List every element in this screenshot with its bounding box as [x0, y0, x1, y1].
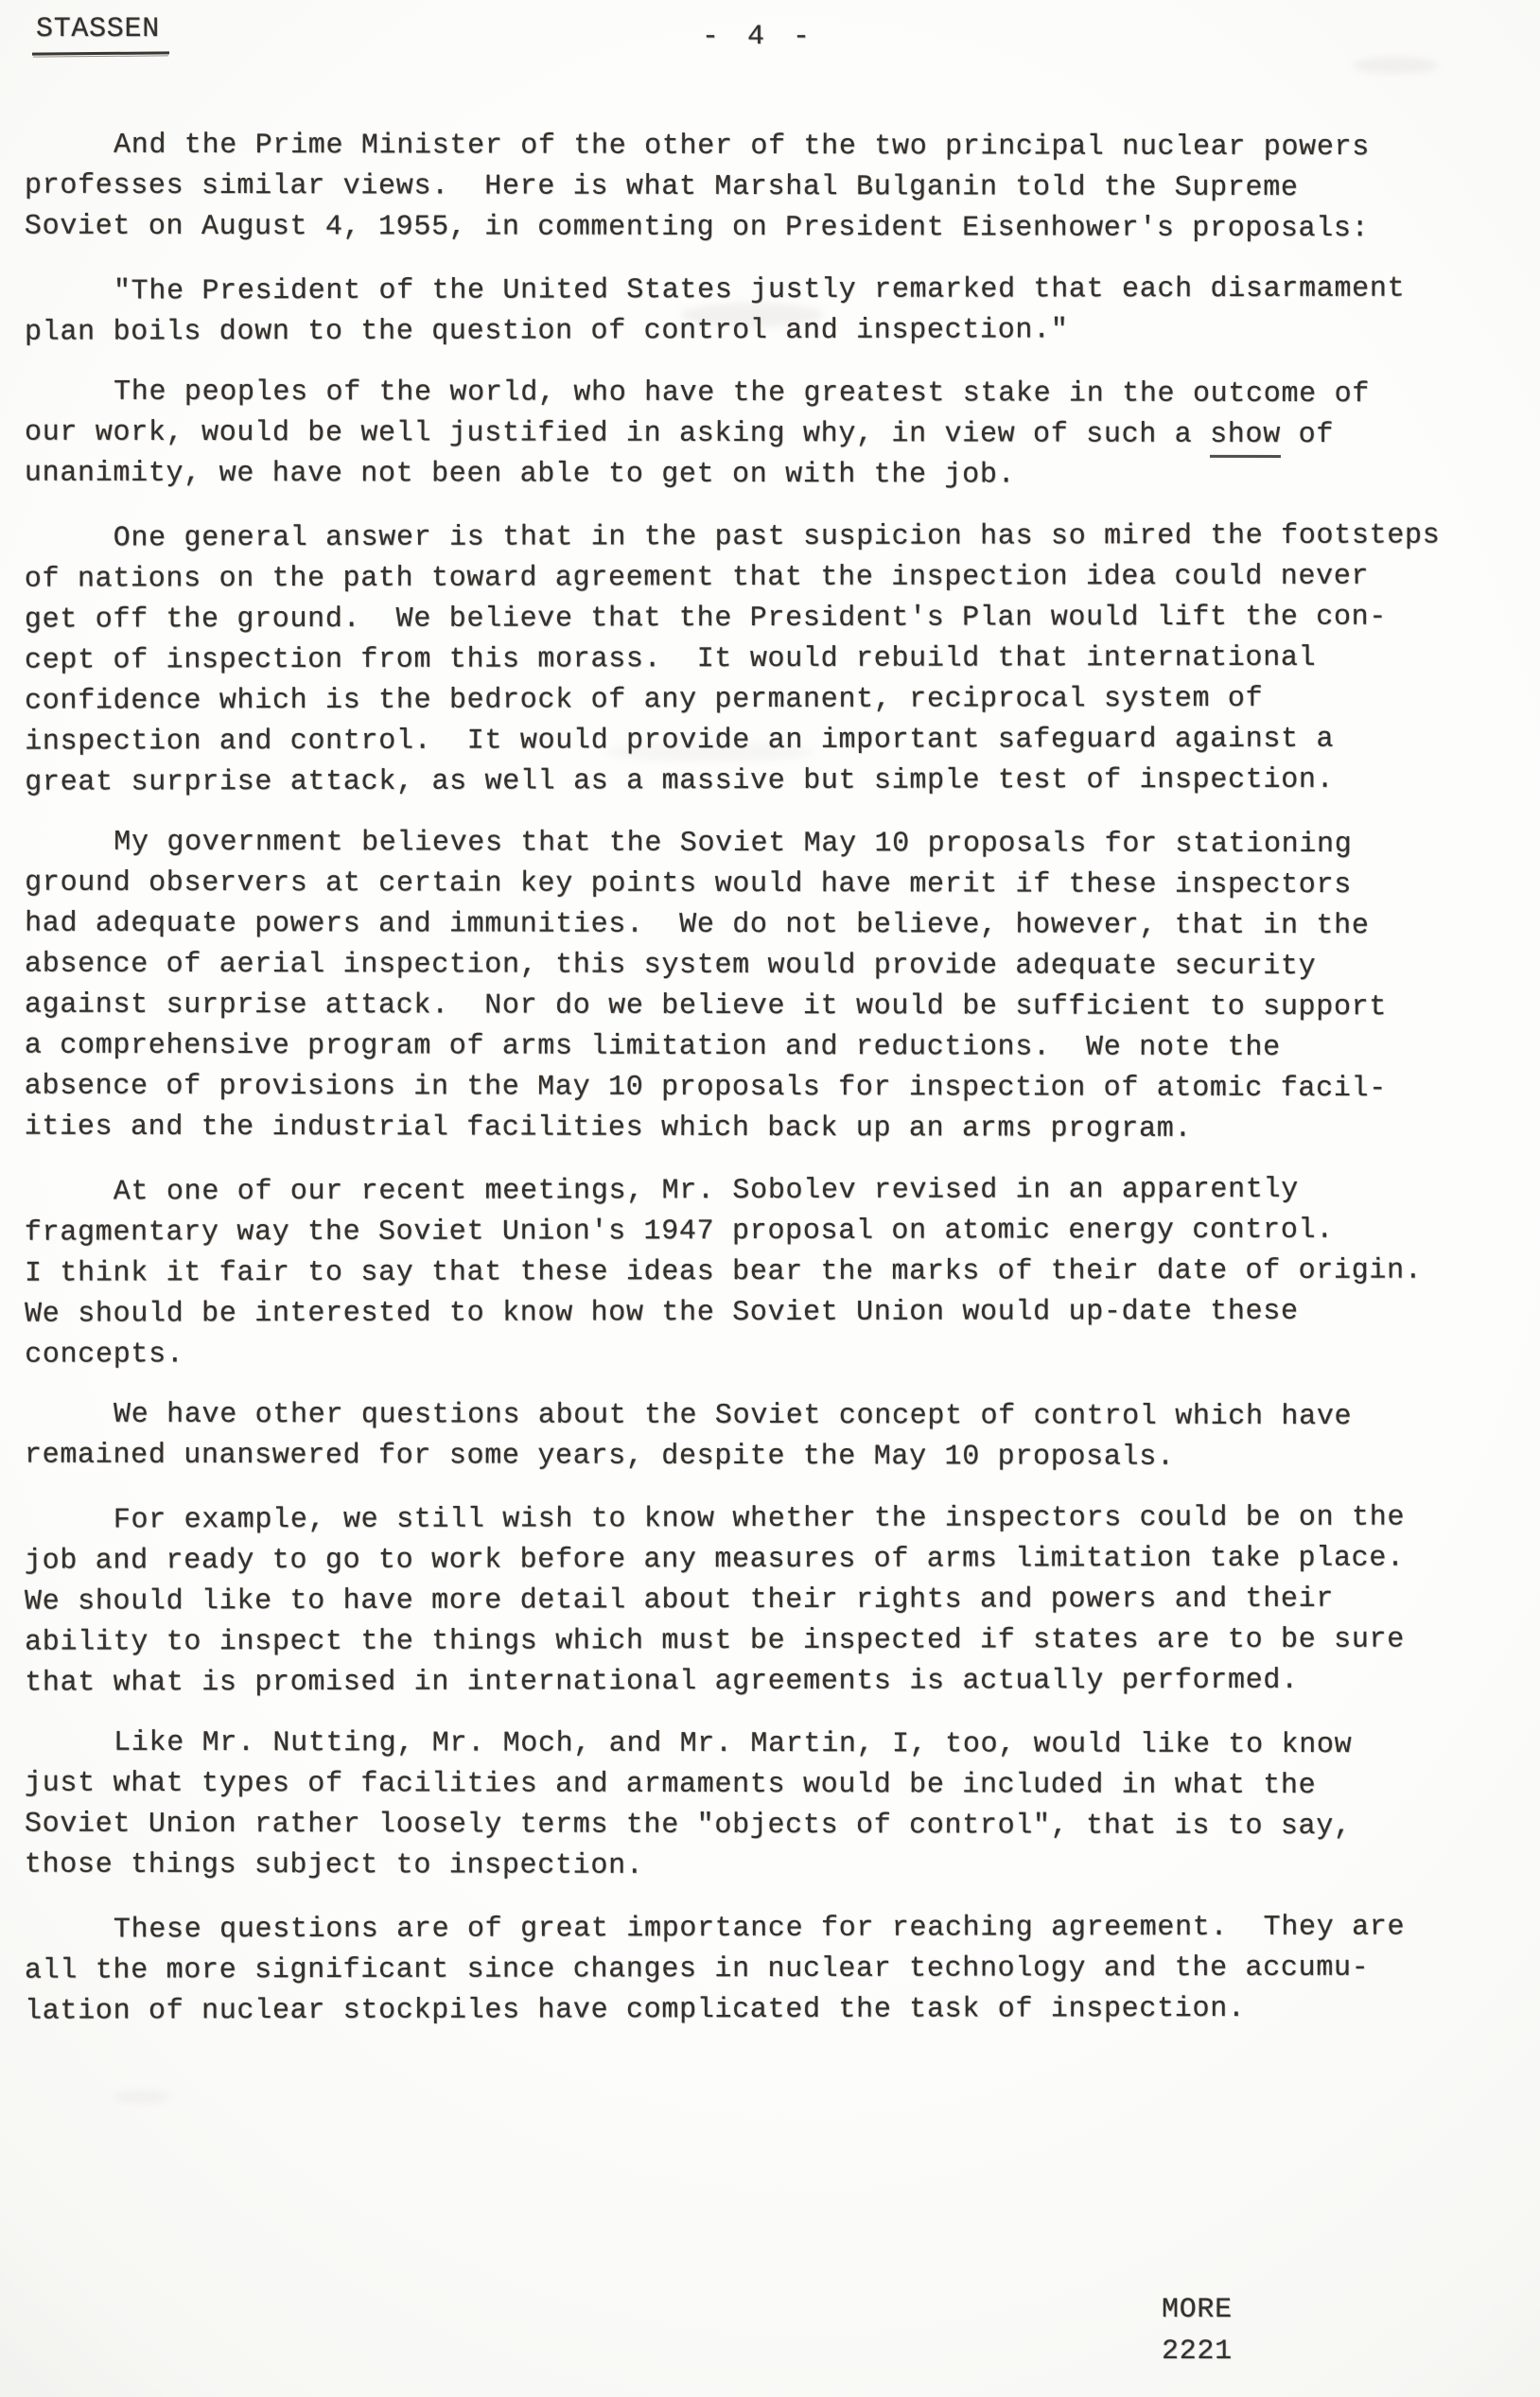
text-line: lation of nuclear stockpiles have complicated the task of inspection.: [25, 1992, 1246, 2028]
page-footer: [1162, 2289, 1233, 2372]
text-line: fragmentary way the Soviet Union's 1947 proposal on atomic energy control.: [24, 1214, 1334, 1250]
text-segment: of: [1280, 418, 1335, 452]
text-line: a comprehensive program of arms limitation and reductions. We note the: [24, 1029, 1281, 1064]
document-body: [25, 127, 1500, 2053]
text-line: cept of inspection from this morass. It would rebuild that international: [24, 641, 1317, 677]
scan-artifact: [114, 2091, 170, 2104]
text-line: At one of our recent meetings, Mr. Sobolev revised in an apparently: [113, 1173, 1299, 1209]
text-line: These questions are of great importance for reaching agreement. They are: [113, 1911, 1406, 1947]
scan-artifact: [1353, 57, 1438, 74]
text-line: I think it fair to say that these ideas bear the marks of their date of origin.: [24, 1254, 1423, 1290]
text-line: ities and the industrial facilities which back up an arms program.: [24, 1111, 1193, 1146]
text-line: just what types of facilities and armaments would be included in what the: [25, 1767, 1317, 1803]
continuation-marker: MORE: [1162, 2294, 1233, 2326]
paragraph: [25, 1907, 1500, 2032]
paragraph: [25, 269, 1500, 353]
release-number: 2221: [1162, 2336, 1233, 2368]
paragraph: [25, 1497, 1500, 1704]
paragraph: [25, 516, 1501, 803]
text-line: had adequate powers and immunities. We do not believe, however, that in the: [25, 907, 1370, 943]
text-line: One general answer is that in the past suspicion has so mired the footsteps: [113, 519, 1441, 555]
text-line: all the more significant since changes in nuclear technology and the accumu-: [24, 1951, 1370, 1987]
text-line: We should like to have more detail about their rights and powers and their: [24, 1583, 1335, 1618]
text-line: against surprise attack. Nor do we believe it would be sufficient to support: [24, 989, 1388, 1024]
text-line: We should be interested to know how the Soviet Union would up-date these: [25, 1295, 1299, 1331]
paragraph: [25, 1723, 1500, 1889]
text-segment: our work, would be well justified in asking why, in view of such a: [24, 416, 1211, 451]
paragraph: [25, 1395, 1500, 1479]
text-line: confidence which is the bedrock of any permanent, reciprocal system of: [25, 682, 1264, 718]
text-line: absence of aerial inspection, this system would provide adequate security: [25, 948, 1317, 984]
text-line: get off the ground. We believe that the President's Plan would lift the con-: [24, 601, 1388, 637]
text-line: inspection and control. It would provide an important safeguard against a: [25, 723, 1335, 759]
text-line: We have other questions about the Soviet concept of control which have: [114, 1398, 1353, 1434]
text-line: absence of provisions in the May 10 proposals for inspection of atomic facil-: [24, 1070, 1387, 1106]
paragraph: [25, 373, 1500, 498]
text-line: And the Prime Minister of the other of the two principal nuclear powers: [114, 129, 1371, 165]
text-line: Like Mr. Nutting, Mr. Moch, and Mr. Martin, I, too, would like to know: [114, 1726, 1353, 1762]
text-line: concepts.: [25, 1338, 184, 1372]
text-line: ground observers at certain key points would have merit if these inspectors: [25, 866, 1352, 902]
text-line: For example, we still wish to know whether the inspectors could be on the: [113, 1501, 1406, 1537]
text-line: of nations on the path toward agreement that the inspection idea could never: [24, 560, 1370, 596]
text-line: unanimity, we have not been able to get on with the job.: [24, 457, 1016, 492]
text-line: ability to inspect the things which must be inspected if states are to be sure: [25, 1623, 1405, 1659]
text-line: The peoples of the world, who have the greatest stake in the outcome of: [114, 376, 1371, 411]
text-line: job and ready to go to work before any measures of arms limitation take place.: [24, 1542, 1405, 1578]
text-line: great surprise attack, as well as a massive but simple test of inspection.: [25, 763, 1335, 799]
header-speaker-name: STASSEN: [36, 13, 160, 45]
text-line: professes similar views. Here is what Marshal Bulganin told the Supreme: [24, 169, 1299, 204]
text-line: [25, 413, 1500, 457]
underlined-word: show: [1210, 417, 1281, 458]
text-line: that what is promised in international agreements is actually performed.: [25, 1664, 1299, 1700]
text-line: remained unanswered for some years, despite the May 10 proposals.: [24, 1439, 1175, 1474]
paragraph: [25, 823, 1501, 1151]
page-number: - 4 -: [702, 21, 816, 53]
text-line: those things subject to inspection.: [24, 1848, 644, 1882]
paragraph: [25, 1169, 1500, 1375]
text-line: "The President of the United States justly remarked that each disarmament: [113, 272, 1406, 308]
text-line: My government believes that the Soviet May 10 proposals for stationing: [114, 826, 1353, 862]
text-line: Soviet on August 4, 1955, in commenting on President Eisenhower's proposals:: [24, 210, 1370, 246]
paragraph: [25, 126, 1500, 251]
text-line: Soviet Union rather loosely terms the "objects of control", that is to say,: [24, 1808, 1352, 1844]
text-line: plan boils down to the question of control and inspection.": [25, 314, 1069, 349]
